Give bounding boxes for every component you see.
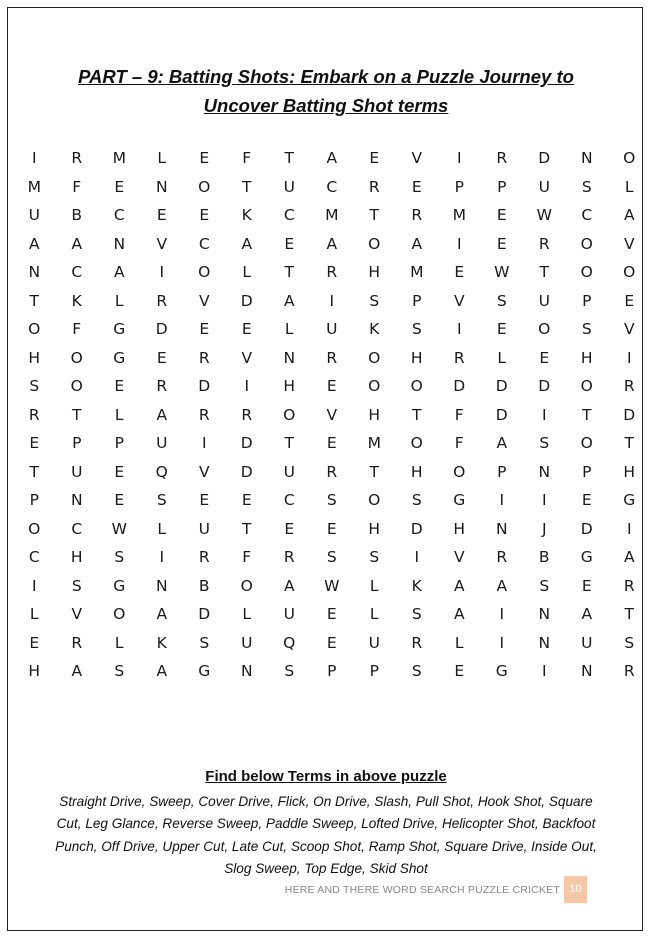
grid-letter[interactable]: C (28, 548, 40, 566)
grid-letter[interactable]: L (114, 405, 124, 424)
grid-letter[interactable]: O (28, 519, 41, 538)
grid-letter[interactable]: T (369, 462, 379, 481)
grid-letter[interactable]: S (581, 177, 592, 196)
grid-letter[interactable]: R (283, 548, 295, 566)
grid-letter[interactable]: A (496, 434, 508, 452)
grid-letter[interactable]: E (199, 320, 210, 338)
grid-letter[interactable]: K (156, 633, 167, 652)
grid-letter[interactable]: R (198, 548, 210, 566)
grid-letter[interactable]: S (114, 548, 125, 566)
grid-letter[interactable]: C (581, 206, 593, 224)
grid-letter[interactable]: O (368, 348, 381, 367)
grid-letter[interactable]: E (114, 462, 125, 481)
grid-letter[interactable]: V (623, 320, 635, 338)
grid-letter[interactable]: S (539, 434, 550, 452)
grid-letter[interactable]: E (29, 633, 40, 652)
grid-letter[interactable]: V (198, 462, 210, 481)
grid-letter[interactable]: P (497, 177, 507, 196)
grid-letter[interactable]: L (369, 605, 379, 623)
grid-letter[interactable]: O (538, 320, 551, 338)
grid-letter[interactable]: H (410, 462, 423, 481)
grid-letter[interactable]: E (496, 206, 507, 224)
grid-letter[interactable]: K (369, 320, 380, 338)
grid-letter[interactable]: R (496, 149, 508, 167)
grid-letter[interactable]: E (454, 662, 465, 680)
grid-letter[interactable]: H (410, 348, 423, 367)
grid-letter[interactable]: G (113, 576, 126, 595)
grid-letter[interactable]: E (241, 491, 252, 509)
grid-letter[interactable]: H (580, 348, 593, 367)
grid-letter[interactable]: W (494, 263, 510, 281)
grid-letter[interactable]: Q (155, 462, 168, 481)
grid-letter[interactable]: A (326, 234, 338, 253)
grid-letter[interactable]: A (623, 548, 635, 566)
grid-letter[interactable]: A (156, 662, 168, 680)
grid-letter[interactable]: E (326, 434, 337, 452)
grid-letter[interactable]: G (623, 491, 636, 509)
grid-letter[interactable]: A (241, 234, 253, 253)
grid-letter[interactable]: S (539, 576, 550, 595)
grid-letter[interactable]: A (71, 662, 83, 680)
grid-letter[interactable]: O (623, 263, 636, 281)
grid-letter[interactable]: T (624, 434, 634, 452)
grid-letter[interactable]: T (284, 149, 294, 167)
grid-letter[interactable]: O (453, 462, 466, 481)
grid-letter[interactable]: E (496, 234, 507, 253)
grid-letter[interactable]: O (368, 491, 381, 509)
grid-letter[interactable]: S (496, 291, 507, 310)
grid-letter[interactable]: M (112, 149, 126, 167)
grid-letter[interactable]: R (326, 462, 338, 481)
grid-letter[interactable]: N (580, 662, 593, 680)
grid-letter[interactable]: S (284, 662, 295, 680)
grid-letter[interactable]: P (72, 434, 82, 452)
grid-letter[interactable]: H (368, 519, 381, 538)
grid-letter[interactable]: N (155, 576, 168, 595)
grid-letter[interactable]: U (538, 291, 550, 310)
grid-letter[interactable]: D (580, 519, 593, 538)
grid-letter[interactable]: E (114, 177, 125, 196)
grid-letter[interactable]: I (201, 434, 207, 452)
grid-letter[interactable]: G (198, 662, 211, 680)
grid-letter[interactable]: V (241, 348, 253, 367)
grid-letter[interactable]: E (581, 491, 592, 509)
grid-letter[interactable]: U (241, 633, 253, 652)
grid-letter[interactable]: V (326, 405, 338, 424)
grid-letter[interactable]: N (155, 177, 168, 196)
grid-letter[interactable]: N (538, 633, 551, 652)
grid-letter[interactable]: L (497, 348, 507, 367)
grid-letter[interactable]: C (283, 206, 295, 224)
grid-letter[interactable]: N (283, 348, 296, 367)
grid-letter[interactable]: L (157, 149, 167, 167)
grid-letter[interactable]: H (623, 462, 636, 481)
grid-letter[interactable]: S (369, 548, 380, 566)
grid-letter[interactable]: N (495, 519, 508, 538)
grid-letter[interactable]: M (452, 206, 466, 224)
grid-letter[interactable]: O (580, 234, 593, 253)
grid-letter[interactable]: D (240, 434, 253, 452)
grid-letter[interactable]: O (28, 320, 41, 338)
grid-letter[interactable]: O (580, 434, 593, 452)
grid-letter[interactable]: I (499, 605, 505, 623)
grid-letter[interactable]: I (456, 234, 462, 253)
grid-letter[interactable]: S (411, 605, 422, 623)
grid-letter[interactable]: E (114, 377, 125, 395)
grid-letter[interactable]: E (581, 576, 592, 595)
grid-letter[interactable]: V (156, 234, 168, 253)
grid-letter[interactable]: O (368, 377, 381, 395)
grid-letter[interactable]: R (538, 234, 550, 253)
grid-letter[interactable]: C (198, 234, 210, 253)
grid-letter[interactable]: V (453, 548, 465, 566)
grid-letter[interactable]: R (241, 405, 253, 424)
grid-letter[interactable]: H (368, 263, 381, 281)
grid-letter[interactable]: R (623, 576, 635, 595)
grid-letter[interactable]: C (71, 263, 83, 281)
grid-letter[interactable]: A (453, 605, 465, 623)
grid-letter[interactable]: R (453, 348, 465, 367)
grid-letter[interactable]: Q (283, 633, 296, 652)
grid-letter[interactable]: M (410, 263, 424, 281)
grid-letter[interactable]: T (284, 263, 294, 281)
grid-letter[interactable]: R (28, 405, 40, 424)
grid-letter[interactable]: B (71, 206, 83, 224)
grid-letter[interactable]: A (411, 234, 423, 253)
grid-letter[interactable]: I (159, 548, 165, 566)
grid-letter[interactable]: E (411, 177, 422, 196)
grid-letter[interactable]: F (72, 177, 82, 196)
grid-letter[interactable]: L (29, 605, 39, 623)
title-line-1: PART – 9: Batting Shots: Embark on a Puzzle Journey to (78, 66, 574, 87)
grid-letter[interactable]: C (283, 491, 295, 509)
grid-letter[interactable]: L (242, 605, 252, 623)
grid-letter[interactable]: P (114, 434, 124, 452)
grid-letter[interactable]: E (326, 633, 337, 652)
grid-letter[interactable]: C (71, 519, 83, 538)
grid-letter[interactable]: H (28, 348, 41, 367)
grid-letter[interactable]: L (624, 177, 634, 196)
grid-letter[interactable]: U (283, 177, 295, 196)
grid-letter[interactable]: E (284, 234, 295, 253)
terms-list: Straight Drive, Sweep, Cover Drive, Flick, On Drive, Slash, Pull Shot, Hook Shot, Square Cut, Leg Glance, Reverse Sweep, Paddle Sweep, Lofted Drive, Helicopter Shot, Backfoot Punch, Off Drive, Upper Cut, Late Cut, Scoop Shot, Ramp Shot, Square Drive, Inside Out, Slog Sweep, Top Edge, Skid Shot (55, 794, 597, 877)
grid-letter[interactable]: R (71, 149, 83, 167)
grid-letter[interactable]: S (199, 633, 210, 652)
grid-letter[interactable]: R (71, 633, 83, 652)
grid-letter[interactable]: R (496, 548, 508, 566)
grid-letter[interactable]: T (582, 405, 592, 424)
grid-letter[interactable]: N (28, 263, 41, 281)
grid-letter[interactable]: F (454, 434, 464, 452)
grid-letter[interactable]: A (113, 263, 125, 281)
grid-letter[interactable]: P (412, 291, 422, 310)
grid-letter[interactable]: R (411, 633, 423, 652)
grid-letter[interactable]: D (240, 291, 253, 310)
grid-letter[interactable]: U (198, 519, 210, 538)
grid-letter[interactable]: U (326, 320, 338, 338)
grid-letter[interactable]: V (623, 234, 635, 253)
grid-letter[interactable]: U (538, 177, 550, 196)
grid-letter[interactable]: K (241, 206, 252, 224)
grid-letter[interactable]: E (454, 263, 465, 281)
grid-letter[interactable]: O (368, 234, 381, 253)
grid-letter[interactable]: D (198, 377, 211, 395)
grid-letter[interactable]: K (71, 291, 82, 310)
grid-letter[interactable]: D (623, 405, 636, 424)
word-search-grid (13, 144, 651, 686)
grid-letter[interactable]: A (623, 206, 635, 224)
grid-letter[interactable]: O (580, 263, 593, 281)
grid-letter[interactable]: E (199, 149, 210, 167)
grid-letter[interactable]: R (326, 348, 338, 367)
grid-letter[interactable]: O (283, 405, 296, 424)
grid-letter[interactable]: O (410, 377, 423, 395)
grid-letter[interactable]: O (240, 576, 253, 595)
grid-letter[interactable]: L (114, 633, 124, 652)
grid-letter[interactable]: T (369, 206, 379, 224)
grid-letter[interactable]: E (496, 320, 507, 338)
grid-letter[interactable]: N (113, 234, 126, 253)
grid-letter[interactable]: S (326, 491, 337, 509)
grid-letter[interactable]: S (369, 291, 380, 310)
grid-letter[interactable]: A (496, 576, 508, 595)
grid-letter[interactable]: U (581, 633, 593, 652)
grid-letter[interactable]: A (283, 291, 295, 310)
grid-letter[interactable]: E (199, 206, 210, 224)
grid-letter[interactable]: I (626, 348, 632, 367)
grid-letter[interactable]: F (454, 405, 464, 424)
grid-letter[interactable]: E (369, 149, 380, 167)
grid-letter[interactable]: O (410, 434, 423, 452)
grid-letter[interactable]: T (72, 405, 82, 424)
grid-letter[interactable]: G (113, 348, 126, 367)
grid-letter[interactable]: V (198, 291, 210, 310)
grid-letter[interactable]: E (156, 206, 167, 224)
grid-letter[interactable]: H (70, 548, 83, 566)
grid-letter[interactable]: P (327, 662, 337, 680)
grid-letter[interactable]: A (28, 234, 40, 253)
grid-letter[interactable]: I (541, 491, 547, 509)
grid-letter[interactable]: F (242, 149, 252, 167)
grid-letter[interactable]: G (580, 548, 593, 566)
grid-letter[interactable]: D (538, 377, 551, 395)
grid-letter[interactable]: W (536, 206, 552, 224)
grid-letter[interactable]: M (27, 177, 41, 196)
page-title (0, 62, 652, 120)
grid-letter[interactable]: D (495, 377, 508, 395)
grid-letter[interactable]: F (72, 320, 82, 338)
grid-letter[interactable]: T (539, 263, 549, 281)
grid-letter[interactable]: I (541, 662, 547, 680)
grid-letter[interactable]: S (411, 320, 422, 338)
grid-letter[interactable]: P (454, 177, 464, 196)
grid-letter[interactable]: O (623, 149, 636, 167)
grid-letter[interactable]: C (113, 206, 125, 224)
grid-letter[interactable]: G (113, 320, 126, 338)
grid-letter[interactable]: E (624, 291, 635, 310)
footer-book-title: HERE AND THERE WORD SEARCH PUZZLE CRICKET (284, 884, 560, 896)
grid-letter[interactable]: J (541, 519, 547, 538)
grid-letter[interactable]: V (71, 605, 83, 623)
grid-letter[interactable]: G (495, 662, 508, 680)
grid-letter[interactable]: U (283, 605, 295, 623)
grid-letter[interactable]: E (326, 377, 337, 395)
grid-letter[interactable]: I (244, 377, 250, 395)
grid-letter[interactable]: B (538, 548, 550, 566)
grid-letter[interactable]: E (241, 320, 252, 338)
find-terms-heading: Find below Terms in above puzzle (205, 768, 447, 785)
grid-letter[interactable]: W (111, 519, 127, 538)
grid-letter[interactable]: P (29, 491, 39, 509)
grid-letter[interactable]: T (242, 177, 252, 196)
grid-letter[interactable]: H (28, 662, 41, 680)
grid-letter[interactable]: S (411, 662, 422, 680)
grid-letter[interactable]: W (324, 576, 340, 595)
grid-letter[interactable]: E (114, 491, 125, 509)
grid-letter[interactable]: L (369, 576, 379, 595)
grid-letter[interactable]: D (453, 377, 466, 395)
grid-letter[interactable]: I (329, 291, 335, 310)
grid-letter[interactable]: T (412, 405, 422, 424)
grid-letter[interactable]: G (453, 491, 466, 509)
grid-letter[interactable]: L (242, 263, 252, 281)
grid-letter[interactable]: I (499, 633, 505, 652)
grid-letter[interactable]: D (495, 405, 508, 424)
grid-letter[interactable]: U (368, 633, 380, 652)
grid-letter[interactable]: A (326, 149, 338, 167)
grid-letter[interactable]: K (411, 576, 422, 595)
grid-letter[interactable]: H (283, 377, 296, 395)
grid-letter[interactable]: T (29, 291, 39, 310)
grid-letter[interactable]: S (156, 491, 167, 509)
grid-letter[interactable]: A (71, 234, 83, 253)
title-line-2: Uncover Batting Shot terms (203, 95, 449, 116)
grid-letter[interactable]: C (326, 177, 338, 196)
grid-letter[interactable]: N (538, 605, 551, 623)
grid-letter[interactable]: R (326, 263, 338, 281)
grid-letter[interactable]: N (240, 662, 253, 680)
grid-letter[interactable]: P (369, 662, 379, 680)
grid-letter[interactable]: S (411, 491, 422, 509)
grid-letter[interactable]: O (70, 377, 83, 395)
grid-letter[interactable]: T (29, 462, 39, 481)
grid-letter[interactable]: E (326, 519, 337, 538)
grid-letter[interactable]: A (156, 605, 168, 623)
grid-letter[interactable]: D (198, 605, 211, 623)
grid-letter[interactable]: S (29, 377, 40, 395)
grid-letter[interactable]: M (367, 434, 381, 452)
grid-letter[interactable]: R (623, 662, 635, 680)
grid-letter[interactable]: D (410, 519, 423, 538)
grid-letter[interactable]: D (538, 149, 551, 167)
grid-letter[interactable]: O (198, 177, 211, 196)
grid-letter[interactable]: I (456, 149, 462, 167)
grid-letter[interactable]: E (199, 491, 210, 509)
grid-letter[interactable]: T (284, 434, 294, 452)
grid-letter[interactable]: S (326, 548, 337, 566)
grid-letter[interactable]: F (242, 548, 252, 566)
grid-letter[interactable]: I (626, 519, 632, 538)
grid-letter[interactable]: E (29, 434, 40, 452)
grid-letter[interactable]: R (156, 377, 168, 395)
grid-letter[interactable]: H (368, 405, 381, 424)
grid-letter[interactable]: R (198, 348, 210, 367)
grid-letter[interactable]: O (580, 377, 593, 395)
grid-letter[interactable]: S (581, 320, 592, 338)
page-number-badge: 10 (564, 876, 587, 903)
grid-letter[interactable]: A (283, 576, 295, 595)
grid-letter[interactable]: L (454, 633, 464, 652)
grid-letter[interactable]: I (31, 149, 37, 167)
grid-letter[interactable]: I (499, 491, 505, 509)
grid-letter[interactable]: R (411, 206, 423, 224)
grid-letter[interactable]: L (284, 320, 294, 338)
grid-letter[interactable]: V (411, 149, 423, 167)
grid-letter[interactable]: O (198, 263, 211, 281)
grid-letter[interactable]: T (242, 519, 252, 538)
grid-letter[interactable]: D (155, 320, 168, 338)
grid-letter[interactable]: O (113, 605, 126, 623)
grid-letter[interactable]: A (156, 405, 168, 424)
grid-letter[interactable]: N (580, 149, 593, 167)
grid-letter[interactable]: U (283, 462, 295, 481)
grid-letter[interactable]: P (582, 291, 592, 310)
grid-letter[interactable]: H (453, 519, 466, 538)
grid-letter[interactable]: I (31, 576, 37, 595)
grid-letter[interactable]: O (70, 348, 83, 367)
grid-letter[interactable]: V (453, 291, 465, 310)
grid-letter[interactable]: R (623, 377, 635, 395)
grid-letter[interactable]: I (541, 405, 547, 424)
grid-letter[interactable]: U (71, 462, 83, 481)
grid-letter[interactable]: A (453, 576, 465, 595)
grid-letter[interactable]: D (240, 462, 253, 481)
grid-letter[interactable]: B (198, 576, 210, 595)
grid-letter[interactable]: M (325, 206, 339, 224)
grid-letter[interactable]: I (159, 263, 165, 281)
grid-letter[interactable]: I (456, 320, 462, 338)
grid-letter[interactable]: S (71, 576, 82, 595)
grid-letter[interactable]: I (414, 548, 420, 566)
grid-letter[interactable]: R (156, 291, 168, 310)
grid-letter[interactable]: U (28, 206, 40, 224)
grid-letter[interactable]: E (326, 605, 337, 623)
grid-letter[interactable]: N (70, 491, 83, 509)
grid-letter[interactable]: N (538, 462, 551, 481)
grid-letter[interactable]: P (582, 462, 592, 481)
grid-letter[interactable]: E (156, 348, 167, 367)
grid-letter[interactable]: T (624, 605, 634, 623)
grid-letter[interactable]: S (624, 633, 635, 652)
grid-letter[interactable]: R (368, 177, 380, 196)
grid-letter[interactable]: L (114, 291, 124, 310)
grid-letter[interactable]: U (156, 434, 168, 452)
grid-letter[interactable]: E (284, 519, 295, 538)
grid-letter[interactable]: S (114, 662, 125, 680)
grid-letter[interactable]: R (198, 405, 210, 424)
grid-letter[interactable]: A (581, 605, 593, 623)
grid-letter[interactable]: E (539, 348, 550, 367)
grid-letter[interactable]: P (497, 462, 507, 481)
grid-letter[interactable]: L (157, 519, 167, 538)
